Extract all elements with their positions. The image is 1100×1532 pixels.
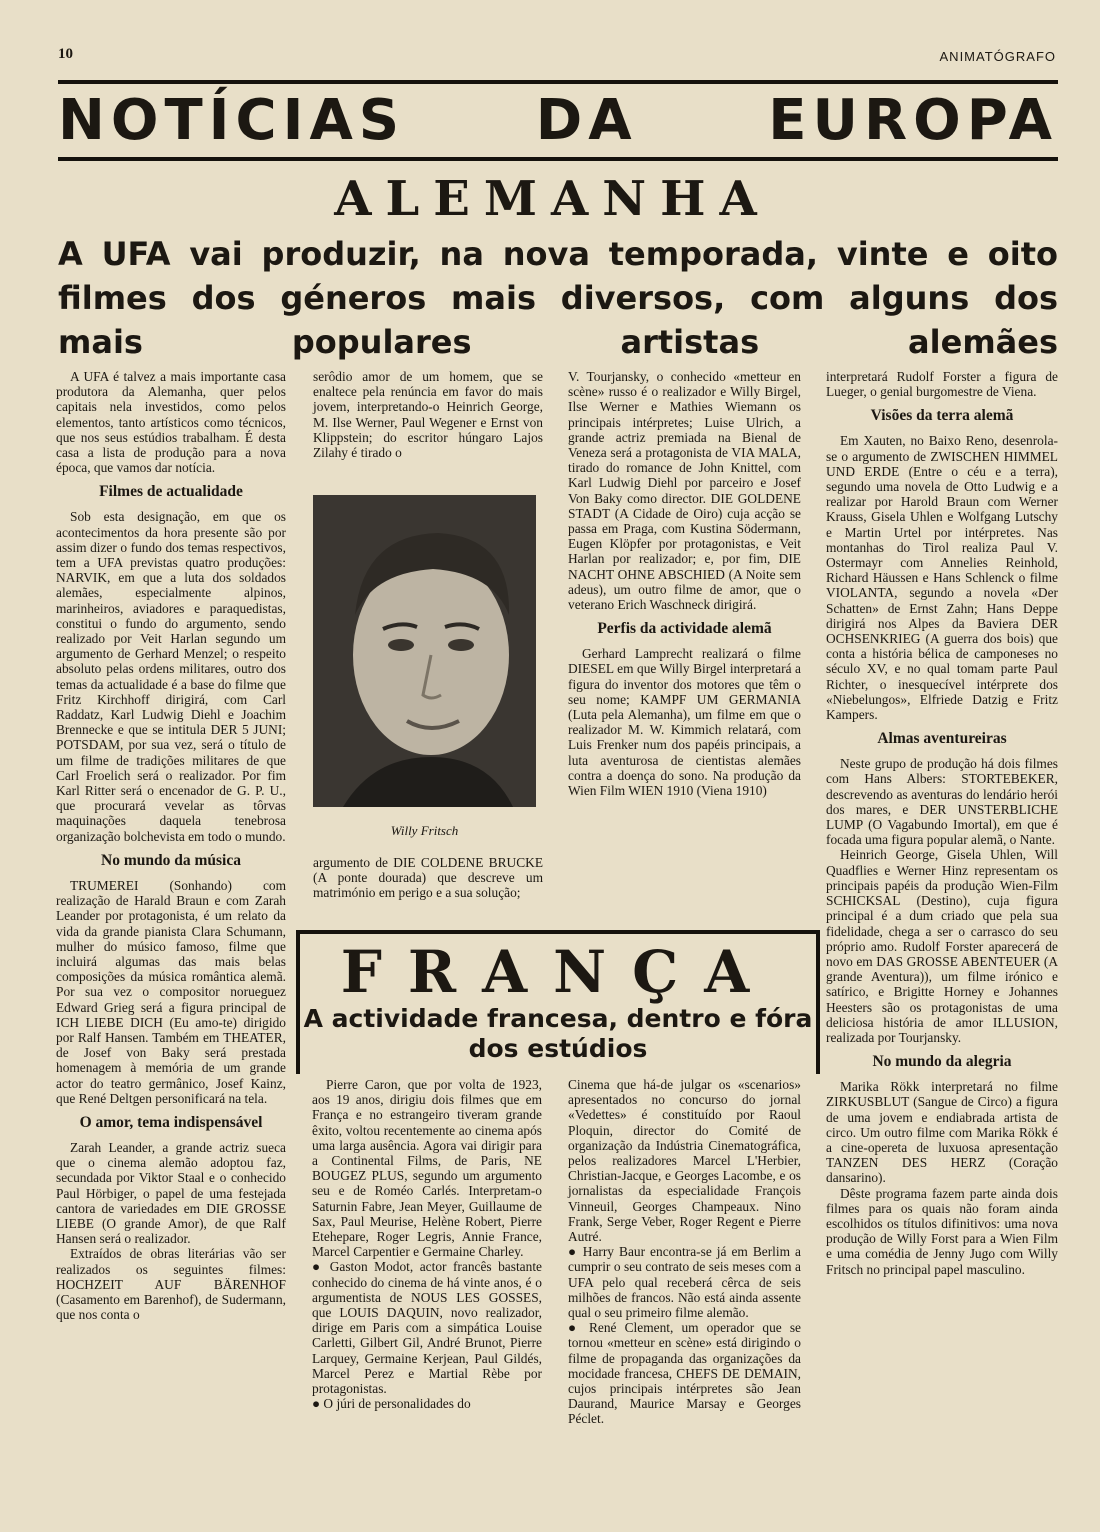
germany-column-1 <box>56 369 286 1322</box>
paragraph: ● Harry Baur encontra-se já em Berlim a cumprir o seu contrato de seis meses com a UFA pelo qual receberá cêrca de seis milhões de francos. Não está ainda assente qual o seu primeiro filme alemão. <box>568 1244 801 1321</box>
portrait-illustration <box>313 495 536 807</box>
paragraph: Em Xauten, no Baixo Reno, desenrola-se o argumento de ZWISCHEN HIMMEL UND ERDE (Entre o céu e a terra), segundo uma novela de Otto Ludwig e a realizar por Harold Braun com Werner Krauss, Gisela Uhlen e Wolfgang Lutschy e Martin Urtel por intérpretes. Nas montanhas do Tirol realiza Paul V. Ostermayr com Annelies Reinhold, Richard Häussen e Hans Schlenck o filme VIOLANTA, segundo a novela «Der Schatten» de Ernst Zahn; Hans Deppe dirigirá nos Alpes da Baviera DER OCHSENKRIEG (A guerra dos bois) que conta a história bélica de camponeses no século XV, e no qual tomam parte Paul Richter, o inesquecível intérprete dos «Niebelungos», Elfriede Datzig e Fritz Kampers. <box>826 433 1058 723</box>
section-heading: Almas aventureiras <box>877 730 1007 748</box>
paragraph: TRUMEREI (Sonhando) com realização de Harald Braun e com Zarah Leander por protagonista, é um relato da vida da grande pianista Clara Schumann, mulher do músico famoso, filme que incluirá algumas das mais belas composições da música romântica alemã. Por sua vez o compositor norueguez Edward Grieg será a figura principal de ICH LIEBE DICH (Eu amo-te) dirigido por Ralf Hansen. Também em THEATER, de Josef von Baky será prestada homenagem à memória de um grande actor do teatro germânico, Josef Kainz, que René Deltgen personificará na tela. <box>56 877 286 1106</box>
paragraph: serôdio amor de um homem, que se enaltece pela renúncia em favor do mais jovem, interpretando-o Heinrich George, M. Ilse Werner, Paul Wegener e Ernst von Klippstein; do escritor húngaro Lajos Zilahy é tirado o <box>313 369 543 461</box>
paragraph: Pierre Caron, que por volta de 1923, aos 19 anos, dirigiu dois filmes que em França e no estrangeiro tiveram grande êxito, voltou recentemente ao cinema após uma larga ausência. Agora vai dirigir para a Continental Films, de Paris, NE BOUGEZ PLUS, segundo um argumento seu e de Roméo Carlés. Interpretam-o Saturnin Fabre, Jean Meyer, Guillaume de Sax, Paul Meurise, Helène Robert, Pierre Etehepare, Roger Legris, Annie France, Marcel Carpentier e Germaine Charley. <box>312 1077 542 1260</box>
title-rule <box>58 157 1058 161</box>
portrait-photo <box>313 495 536 807</box>
paragraph: Sob esta designação, em que os acontecimentos da hora presente são por assim dizer o fundo dos temas respectivos, tem a UFA previstas quatro produções: NARVIK, em que a luta dos soldados alemães, especialmente alpinos, marinheiros, aviadores e paraquedistas, constitui o fundo do argumento, sendo realizado por Veit Harlan segundo um argumento de Gerhard Menzel; o respeito absoluto pelas ordens militares, outro dos temas da actualidade é a base do filme que Fritz Kirchhoff dirigirá, com Carl Raddatz, Karl Ludwig Diehl e Joachim Brennecke e que se intitula DER 5 JUNI; POTSDAM, por sua vez, será o título de um filme de tradições militares de que Carl Froelich será o realizador. Por fim Karl Ritter será o encenador de G. P. U., que procurará vevelar as tôrvas maquinações daquela tenebrosa organização bolchevista em todo o mundo. <box>56 509 286 844</box>
germany-headline: A UFA vai produzir, na nova temporada, vinte e oito filmes dos géneros mais diversos, com alguns dos mais populares artistas alemães <box>58 235 1058 361</box>
paragraph: Zarah Leander, a grande actriz sueca que o cinema alemão adoptou faz, secundada por Viktor Staal e o conhecido Paul Hörbiger, o papel de uma festejada cantora de variedades em DIE GROSSE LIEBE (O grande Amor), de que Ralf Hansen será o realizador. <box>56 1139 286 1247</box>
section-heading: Perfis da actividade alemã <box>597 620 772 638</box>
top-rule <box>58 80 1058 84</box>
section-heading: Visões da terra alemã <box>870 407 1014 425</box>
germany-column-2-continued <box>313 855 543 901</box>
germany-heading: ALEMANHA <box>334 171 771 227</box>
paragraph: Cinema que há-de julgar os «scenarios» apresentados no concurso do jornal «Vedettes» é constituído por Raoul Ploquin, director do Comité de organização da Indústria Cinematográfica, pelos realizadores Marcel L'Herbier, Christian-Jacque, e Georges Lacombe, e os jornalistas da especialidade François Vinneuil, Georges Champeaux. Nino Frank, Serge Veber, Roger Regent e Pierre Autré. <box>568 1077 801 1245</box>
photo-caption: Willy Fritsch <box>390 823 459 838</box>
paragraph: Extraídos de obras literárias vão ser realizados os seguintes filmes: HOCHZEIT AUF BÄRENHOF (Casamento em Barenhof), de Sudermann, que nos conta o <box>56 1246 286 1323</box>
france-column-1 <box>312 1077 542 1411</box>
section-heading: Filmes de actualidade <box>99 483 243 501</box>
paragraph: Dêste programa fazem parte ainda dois filmes para os quais não foram ainda escolhidos os títulos difinitivos: uma nova produção de Willy Forst para a Wien Film e uma comédia de Jenny Jugo com Willy Fritsch no principal papel masculino. <box>826 1185 1058 1277</box>
paragraph: Heinrich George, Gisela Uhlen, Will Quadflies e Werner Hinz representam os principais papéis da produção Wien-Film SCHICKSAL (Destino), cuja figura principal é a dum criado que pela sua fidelidade, chega a ser o carrasco do seu próprio amo. Rudolf Forster aparecerá de novo em DAS GROSSE ABENTEUER (A grande Aventura)), um filme irónico e satírico, e Brigitte Horney e Johannes Heesters são os protagonistas de uma deliciosa história de amor ILLUSION, realizada por Tourjansky. <box>826 847 1058 1045</box>
paragraph: Gerhard Lamprecht realizará o filme DIESEL em que Willy Birgel interpretará a figura do inventor dos motores que têm o seu nome; KAMPF UM GERMANIA (Luta pela Alemanha), um filme em que o realizador M. W. Kimmich relatará, com Luis Frenker num dos papéis principais, a luta aventurosa de cientistas alemães contra a doença do sono. Na produção da Wien Film WIEN 1910 (Viena 1910) <box>568 646 801 799</box>
france-subtitle: A actividade francesa, dentro e fóra dos estúdios <box>303 1004 813 1063</box>
page-title: NOTÍCIAS DA EUROPA <box>58 88 1058 153</box>
paragraph: ● René Clement, um operador que se tornou «metteur en scène» está dirigindo o filme de propaganda das organizações da mocidade francesa, CHEFS DE DEMAIN, cujos principais intérpretes são Jean Daurand, Maurice Marsay e Georges Péclet. <box>568 1320 801 1427</box>
germany-column-3 <box>568 369 801 798</box>
paragraph: interpretará Rudolf Forster a figura de Lueger, o genial burgomestre de Viena. <box>826 369 1058 400</box>
paragraph: Marika Rökk interpretará no filme ZIRKUSBLUT (Sangue de Circo) a figura de uma jovem e endiabrada artista de circo. Um outro filme com Marika Rökk é a cine-opereta de luxuosa apresentação TANZEN DES HERZ (Coração dansarino). <box>826 1079 1058 1186</box>
page-number: 10 <box>58 46 73 62</box>
france-heading: FRANÇA <box>340 938 776 1006</box>
germany-column-2 <box>313 369 543 460</box>
paragraph: ● O júri de personalidades do <box>312 1396 471 1412</box>
paragraph: ● Gaston Modot, actor francês bastante conhecido do cinema de há vinte anos, é o argumentista de NOUS LES GOSSES, que LOUIS DAQUIN, novo realizador, dirige em Paris com a simpática Louise Carletti, Gilbert Gil, André Brunot, Pierre Larquey, Germaine Kerjean, Paul Gildés, Marcel Perez e Martial Rèbe por protagonistas. <box>312 1259 542 1397</box>
section-heading: No mundo da alegria <box>872 1053 1012 1071</box>
paragraph: argumento de DIE COLDENE BRUCKE (A ponte dourada) que descreve um matrimónio em perigo e a sua solução; <box>313 855 543 901</box>
france-column-2 <box>568 1077 801 1427</box>
paragraph: V. Tourjansky, o conhecido «metteur en scène» russo é o realizador e Willy Birgel, Ilse Werner e Mathies Wiemann os principais intérpretes; Luise Ulrich, a grande actriz premiada na Bienal de Veneza será a protagonista de VIA MALA, tirado do romance de John Knittel, com Karl Ludwig Diehl por parceiro e Josef Von Baky como director. DIE GOLDENE STADT (A Cidade de Oiro) cuja acção se passa em Praga, com Kustina Södermann, Eugen Klöpfer por protagonistas, e Veit Harlan por realizador; e, por fim, DIE NACHT OHNE ABSCHIED (A Noite sem adeus), um outro filme de amor, que o veterano Erich Waschneck dirigirá. <box>568 369 801 613</box>
germany-column-4 <box>826 369 1058 1277</box>
section-heading: No mundo da música <box>101 851 241 869</box>
section-heading: O amor, tema indispensável <box>79 1113 263 1131</box>
magazine-name: ANIMATÓGRAFO <box>939 49 1056 64</box>
paragraph: Neste grupo de produção há dois filmes com Hans Albers: STORTEBEKER, descrevendo as aventuras do lendário herói dos mares, e DER UNSTERBLICHE LUMP (O Vagabundo Imortal), em que é focada uma figura popular alemã, o Nante. <box>826 756 1058 848</box>
paragraph: A UFA é talvez a mais importante casa produtora da Alemanha, quer pelos capitais nela investidos, como pelos elementos, tanto artísticos como técnicos, que nos seus estúdios trabalham. É desta casa a lista de produção para a nova época, que vamos dar notícia. <box>56 369 286 476</box>
